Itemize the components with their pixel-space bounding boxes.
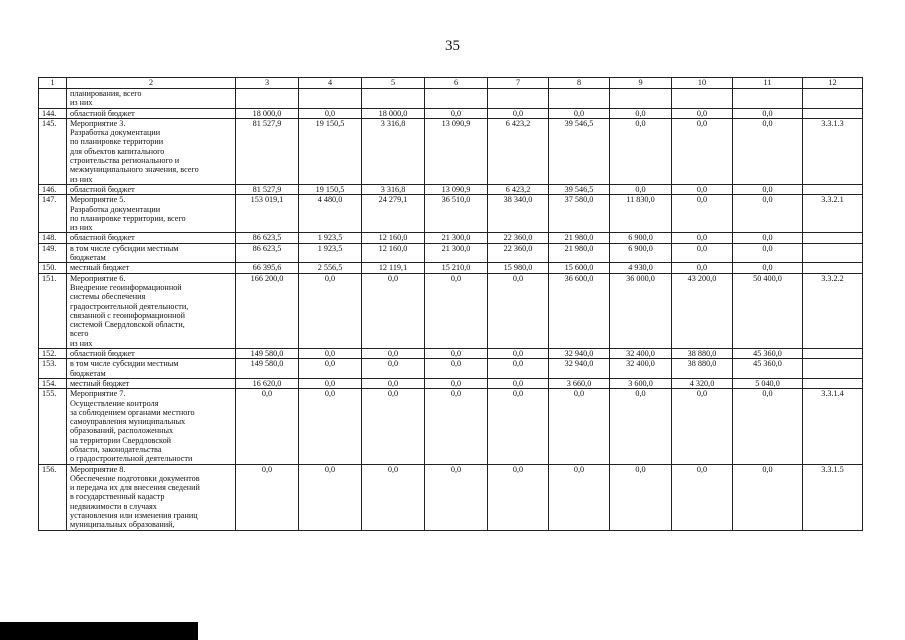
row-target-code: 3.3.2.2	[803, 273, 863, 348]
table-row	[39, 118, 863, 184]
row-value: 86 623,5	[236, 243, 299, 263]
column-header: 12	[803, 78, 863, 89]
row-value: 38 880,0	[672, 359, 733, 379]
row-value: 0,0	[672, 118, 733, 184]
column-header: 4	[299, 78, 362, 89]
row-target-code	[803, 184, 863, 194]
row-description: Мероприятие 5. Разработка документации по планировке территории, всего из них	[67, 195, 236, 233]
row-number: 156.	[39, 464, 67, 530]
row-description: в том числе субсидии местным бюджетам	[67, 243, 236, 263]
row-value: 4 320,0	[672, 378, 733, 388]
row-value: 0,0	[425, 378, 488, 388]
row-value: 18 000,0	[362, 108, 425, 118]
row-value	[672, 89, 733, 109]
row-value: 0,0	[362, 389, 425, 464]
row-value: 19 150,5	[299, 184, 362, 194]
row-number: 147.	[39, 195, 67, 233]
row-value: 16 620,0	[236, 378, 299, 388]
row-description: Мероприятие 3. Разработка документации по планировке территории для объектов капитального строительства регионального и межмуниципального значения, всего из них	[67, 118, 236, 184]
row-value: 0,0	[672, 263, 733, 273]
row-value: 12 119,1	[362, 263, 425, 273]
page-number: 35	[445, 38, 460, 54]
row-value: 86 623,5	[236, 233, 299, 243]
row-value: 36 600,0	[549, 273, 610, 348]
column-header: 9	[610, 78, 672, 89]
row-value: 3 600,0	[610, 378, 672, 388]
row-value: 0,0	[425, 359, 488, 379]
row-value: 0,0	[610, 464, 672, 530]
row-number: 150.	[39, 263, 67, 273]
row-description: планирования, всего из них	[67, 89, 236, 109]
row-value: 0,0	[425, 108, 488, 118]
table-row	[39, 108, 863, 118]
row-value: 0,0	[733, 389, 803, 464]
row-value: 0,0	[672, 243, 733, 263]
row-description: областной бюджет	[67, 108, 236, 118]
row-value: 0,0	[610, 184, 672, 194]
row-value: 43 200,0	[672, 273, 733, 348]
row-value: 22 360,0	[488, 243, 549, 263]
row-value: 0,0	[299, 464, 362, 530]
row-value: 0,0	[672, 195, 733, 233]
row-description: в том числе субсидии местным бюджетам	[67, 359, 236, 379]
row-value: 36 510,0	[425, 195, 488, 233]
row-number: 145.	[39, 118, 67, 184]
table-row	[39, 273, 863, 348]
row-value: 0,0	[362, 378, 425, 388]
table-row	[39, 464, 863, 530]
row-number: 153.	[39, 359, 67, 379]
row-value: 21 300,0	[425, 243, 488, 263]
row-value: 0,0	[488, 273, 549, 348]
row-value: 6 900,0	[610, 243, 672, 263]
row-value: 32 940,0	[549, 349, 610, 359]
row-value: 153 019,1	[236, 195, 299, 233]
row-number: 146.	[39, 184, 67, 194]
row-description: местный бюджет	[67, 378, 236, 388]
row-number: 144.	[39, 108, 67, 118]
row-value: 39 546,5	[549, 118, 610, 184]
row-value: 0,0	[299, 378, 362, 388]
table-row	[39, 243, 863, 263]
row-value: 3 660,0	[549, 378, 610, 388]
row-value: 4 480,0	[299, 195, 362, 233]
row-target-code	[803, 349, 863, 359]
row-value: 12 160,0	[362, 233, 425, 243]
row-value: 6 900,0	[610, 233, 672, 243]
table-header-row	[39, 78, 863, 89]
row-description: Мероприятие 7. Осуществление контроля за соблюдением органами местного самоуправления муниципальных образований, расположенных на территории Свердловской области, законодательства о градостроительной деятельности	[67, 389, 236, 464]
row-description: областной бюджет	[67, 184, 236, 194]
row-value: 0,0	[672, 389, 733, 464]
row-value: 81 527,9	[236, 118, 299, 184]
row-value: 0,0	[549, 108, 610, 118]
row-value: 0,0	[236, 389, 299, 464]
row-value: 13 090,9	[425, 184, 488, 194]
row-value: 19 150,5	[299, 118, 362, 184]
table-row	[39, 89, 863, 109]
row-target-code	[803, 89, 863, 109]
row-value: 0,0	[488, 359, 549, 379]
row-value: 22 360,0	[488, 233, 549, 243]
row-value: 0,0	[299, 389, 362, 464]
table-row	[39, 263, 863, 273]
row-value: 0,0	[733, 243, 803, 263]
row-description: областной бюджет	[67, 349, 236, 359]
row-number: 151.	[39, 273, 67, 348]
row-value: 6 423,2	[488, 118, 549, 184]
row-value: 0,0	[425, 464, 488, 530]
column-header: 3	[236, 78, 299, 89]
row-value	[549, 89, 610, 109]
row-value: 39 546,5	[549, 184, 610, 194]
row-value: 45 360,0	[733, 349, 803, 359]
row-value: 0,0	[610, 118, 672, 184]
row-value: 4 930,0	[610, 263, 672, 273]
row-value: 0,0	[549, 389, 610, 464]
row-description: местный бюджет	[67, 263, 236, 273]
row-value: 0,0	[488, 349, 549, 359]
row-value: 0,0	[425, 389, 488, 464]
row-number: 155.	[39, 389, 67, 464]
row-value: 0,0	[488, 464, 549, 530]
row-value	[425, 89, 488, 109]
column-header: 6	[425, 78, 488, 89]
row-target-code	[803, 233, 863, 243]
row-value: 0,0	[733, 118, 803, 184]
row-value: 149 580,0	[236, 349, 299, 359]
row-value: 11 830,0	[610, 195, 672, 233]
row-value: 0,0	[488, 378, 549, 388]
table-row	[39, 359, 863, 379]
row-value	[236, 89, 299, 109]
budget-table	[38, 77, 863, 531]
row-number: 149.	[39, 243, 67, 263]
row-value: 37 580,0	[549, 195, 610, 233]
row-value: 0,0	[425, 349, 488, 359]
row-value: 12 160,0	[362, 243, 425, 263]
row-value: 0,0	[488, 108, 549, 118]
row-number: 148.	[39, 233, 67, 243]
row-value: 6 423,2	[488, 184, 549, 194]
row-value: 0,0	[362, 273, 425, 348]
row-value: 0,0	[610, 108, 672, 118]
row-value: 166 200,0	[236, 273, 299, 348]
redaction-bar	[0, 622, 198, 640]
row-value: 0,0	[299, 273, 362, 348]
table-row	[39, 389, 863, 464]
row-value: 0,0	[362, 359, 425, 379]
row-value: 0,0	[733, 263, 803, 273]
row-value: 38 880,0	[672, 349, 733, 359]
row-value: 15 980,0	[488, 263, 549, 273]
column-header: 8	[549, 78, 610, 89]
row-value	[610, 89, 672, 109]
row-value: 0,0	[299, 359, 362, 379]
row-value: 50 400,0	[733, 273, 803, 348]
row-description: Мероприятие 8. Обеспечение подготовки документов и передача их для внесения сведений в государственный кадастр недвижимости в случаях установления или изменения границ муниципальных образований,	[67, 464, 236, 530]
row-value: 3 316,8	[362, 118, 425, 184]
row-value: 0,0	[672, 464, 733, 530]
row-value: 1 923,5	[299, 243, 362, 263]
row-value: 0,0	[362, 349, 425, 359]
row-target-code: 3.3.1.5	[803, 464, 863, 530]
row-value: 0,0	[236, 464, 299, 530]
row-value: 13 090,9	[425, 118, 488, 184]
row-target-code	[803, 359, 863, 379]
row-value	[299, 89, 362, 109]
table-row	[39, 349, 863, 359]
row-value: 15 210,0	[425, 263, 488, 273]
row-value: 0,0	[672, 108, 733, 118]
row-value	[488, 89, 549, 109]
column-header: 11	[733, 78, 803, 89]
row-value: 21 300,0	[425, 233, 488, 243]
row-description: Мероприятие 6. Внедрение геоинформационной системы обеспечения градостроительной деятельности, связанной с геоинформационной системой Свердловской области, всего из них	[67, 273, 236, 348]
row-value: 32 940,0	[549, 359, 610, 379]
row-target-code: 3.3.1.3	[803, 118, 863, 184]
row-value: 0,0	[488, 389, 549, 464]
row-value: 45 360,0	[733, 359, 803, 379]
row-value	[733, 89, 803, 109]
table-row	[39, 378, 863, 388]
table-row	[39, 233, 863, 243]
column-header: 1	[39, 78, 67, 89]
row-value: 0,0	[733, 233, 803, 243]
row-value: 0,0	[549, 464, 610, 530]
row-value: 2 556,5	[299, 263, 362, 273]
column-header: 2	[67, 78, 236, 89]
row-value: 81 527,9	[236, 184, 299, 194]
row-target-code: 3.3.1.4	[803, 389, 863, 464]
row-description: областной бюджет	[67, 233, 236, 243]
row-value: 0,0	[610, 389, 672, 464]
row-value: 0,0	[733, 184, 803, 194]
row-value: 0,0	[299, 349, 362, 359]
row-value: 0,0	[733, 108, 803, 118]
row-value: 0,0	[299, 108, 362, 118]
row-value: 0,0	[672, 233, 733, 243]
column-header: 7	[488, 78, 549, 89]
row-value: 149 580,0	[236, 359, 299, 379]
table-row	[39, 195, 863, 233]
row-number	[39, 89, 67, 109]
row-value: 24 279,1	[362, 195, 425, 233]
row-value: 0,0	[733, 464, 803, 530]
row-value: 32 400,0	[610, 349, 672, 359]
row-target-code: 3.3.2.1	[803, 195, 863, 233]
row-target-code	[803, 378, 863, 388]
table-row	[39, 184, 863, 194]
column-header: 10	[672, 78, 733, 89]
row-number: 154.	[39, 378, 67, 388]
row-value: 0,0	[362, 464, 425, 530]
column-header: 5	[362, 78, 425, 89]
row-value: 36 000,0	[610, 273, 672, 348]
row-value: 15 600,0	[549, 263, 610, 273]
row-value: 0,0	[672, 184, 733, 194]
row-value: 38 340,0	[488, 195, 549, 233]
row-value: 21 980,0	[549, 243, 610, 263]
row-target-code	[803, 243, 863, 263]
row-value: 18 000,0	[236, 108, 299, 118]
row-value: 5 040,0	[733, 378, 803, 388]
row-value: 1 923,5	[299, 233, 362, 243]
row-value: 66 395,6	[236, 263, 299, 273]
row-value: 3 316,8	[362, 184, 425, 194]
row-target-code	[803, 108, 863, 118]
row-value: 21 980,0	[549, 233, 610, 243]
row-number: 152.	[39, 349, 67, 359]
row-value: 0,0	[425, 273, 488, 348]
row-value: 0,0	[733, 195, 803, 233]
row-target-code	[803, 263, 863, 273]
row-value	[362, 89, 425, 109]
row-value: 32 400,0	[610, 359, 672, 379]
